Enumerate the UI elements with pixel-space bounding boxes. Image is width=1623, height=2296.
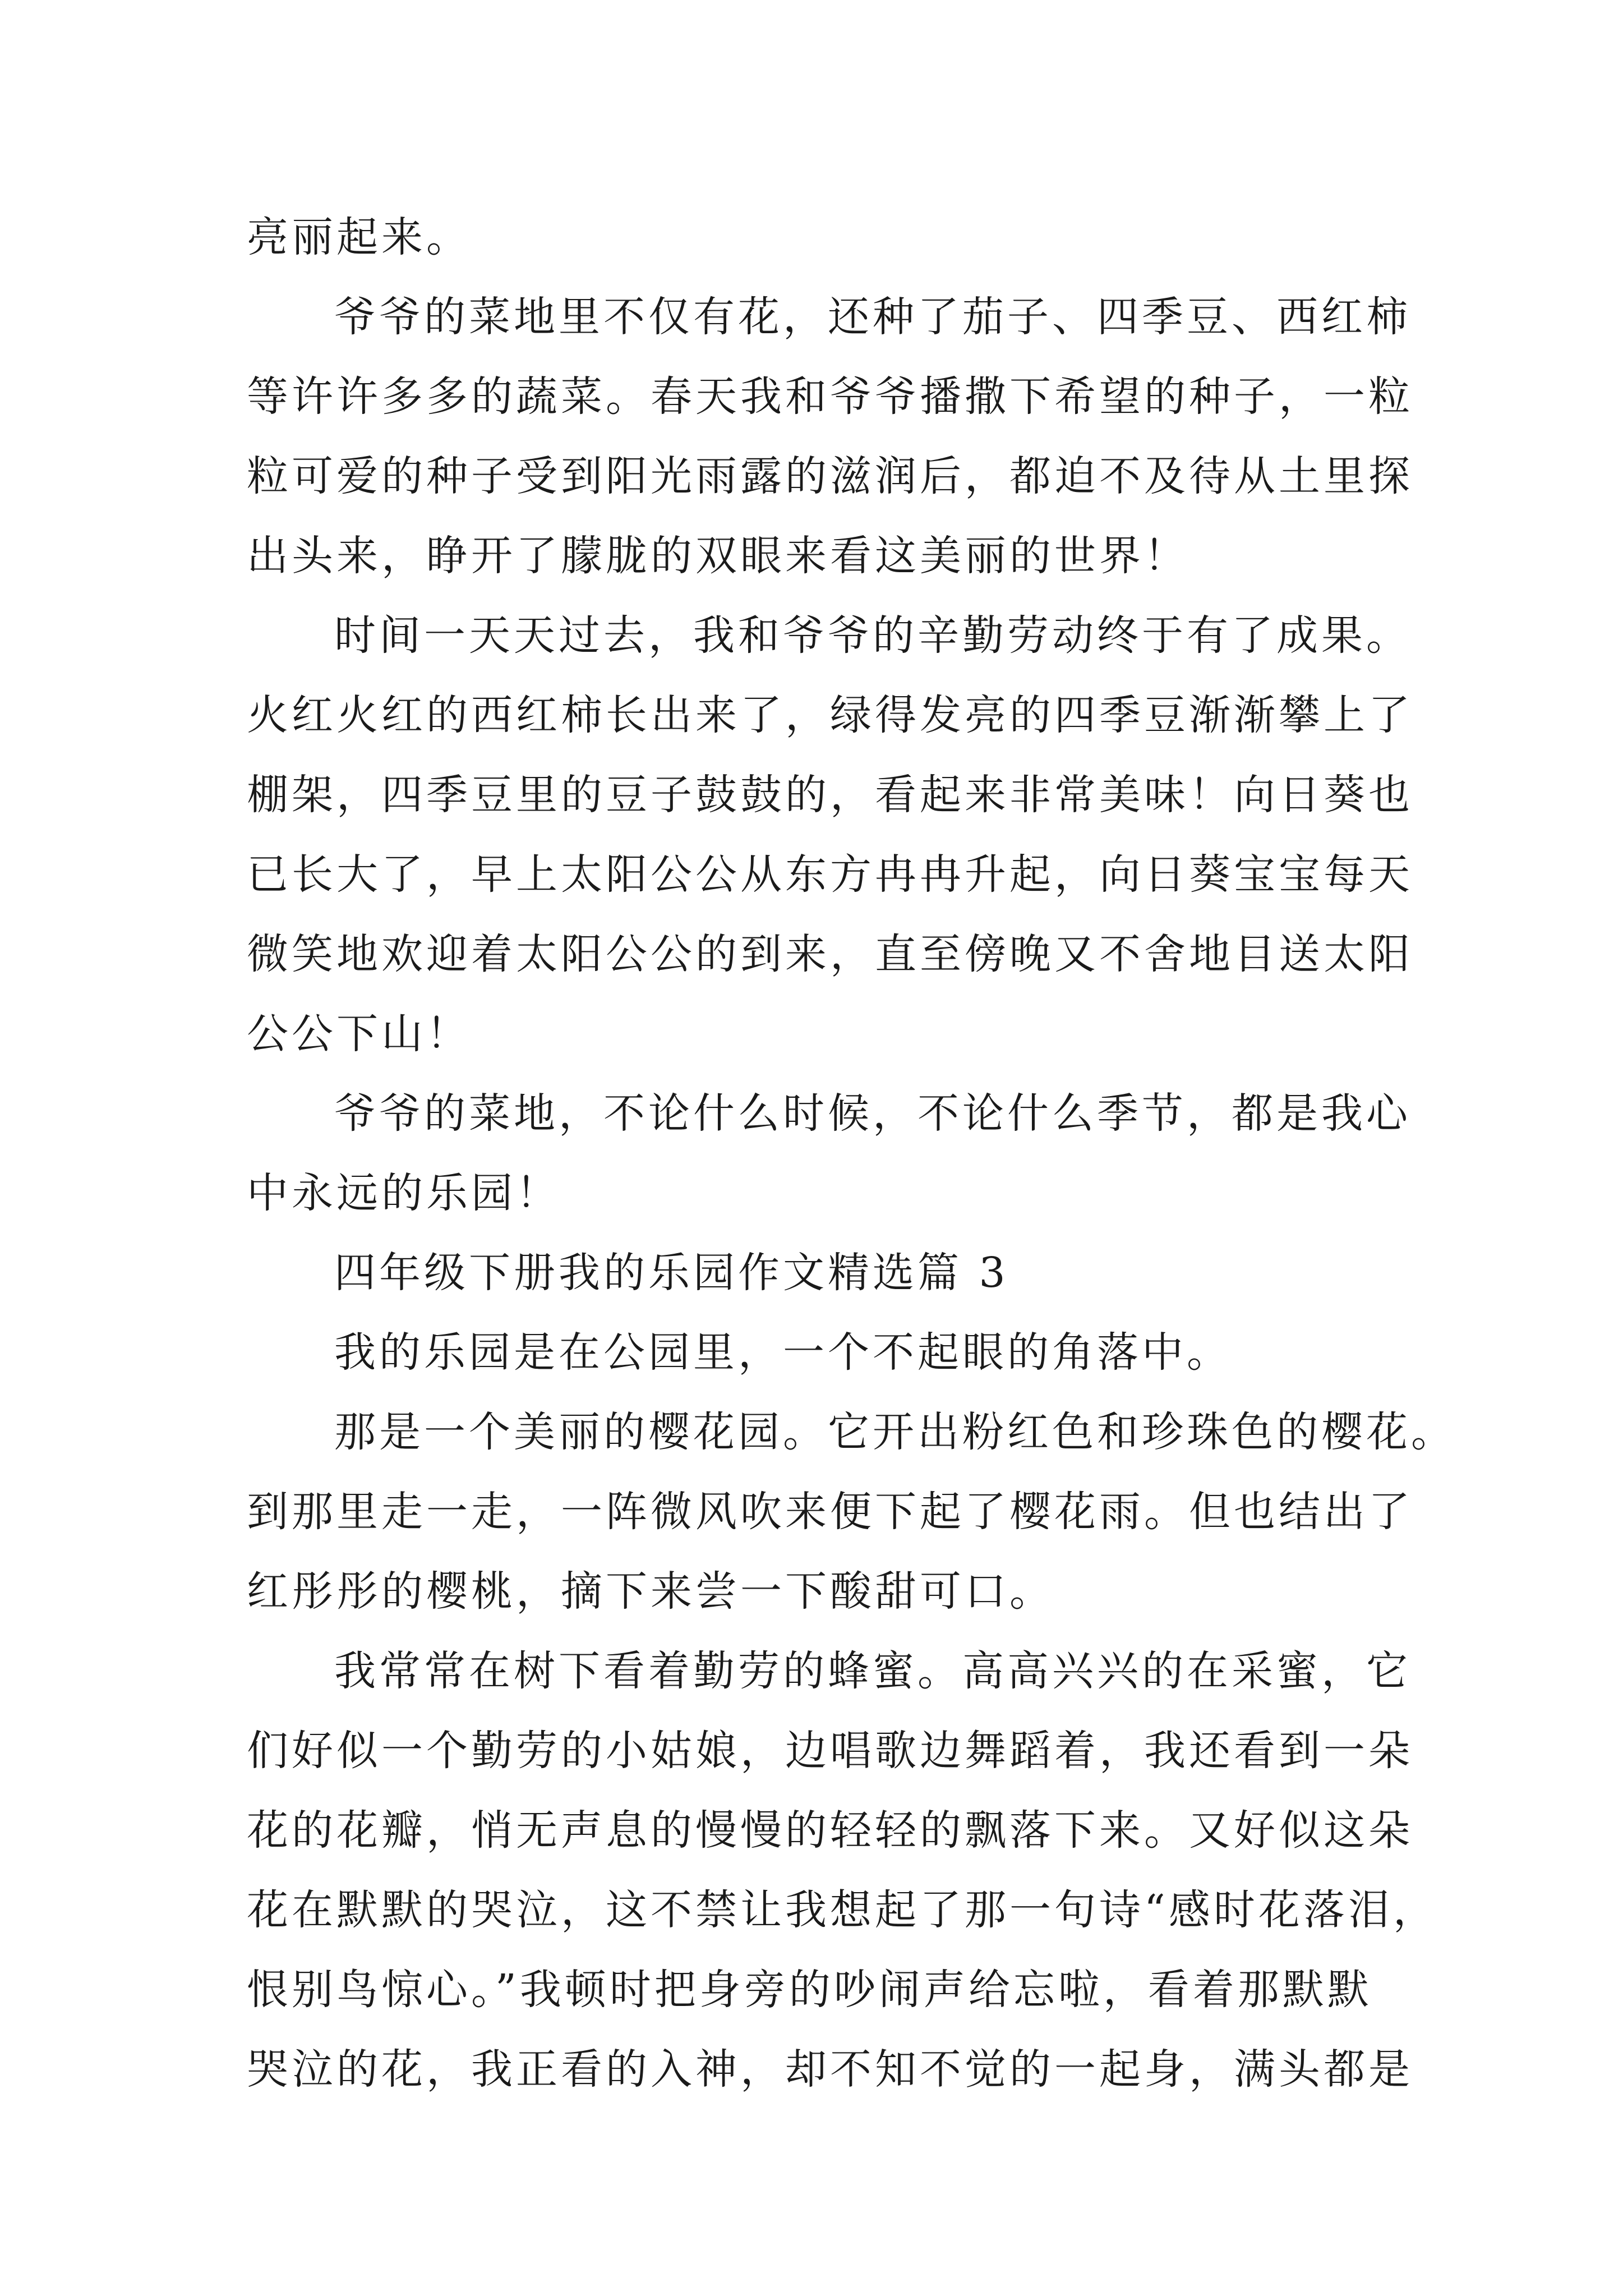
text-line: 时间一天天过去，我和爷爷的辛勤劳动终于有了成果。 [334, 611, 1411, 660]
text-line: 爷爷的菜地，不论什么时候，不论什么季节，都是我心 [334, 1089, 1411, 1138]
text-line: 爷爷的菜地里不仅有花，还种了茄子、四季豆、西红柿 [334, 293, 1411, 341]
text-line: 哭泣的花，我正看的入神，却不知不觉的一起身，满头都是 [247, 2045, 1413, 2093]
text-line: 中永远的乐园！ [247, 1169, 561, 1217]
text-line: 我常常在树下看着勤劳的蜂蜜。高高兴兴的在采蜜，它 [334, 1647, 1411, 1695]
text-line: 到那里走一走，一阵微风吹来便下起了樱花雨。但也结出了 [247, 1488, 1413, 1536]
text-line: 已长大了，早上太阳公公从东方冉冉升起，向日葵宝宝每天 [247, 850, 1413, 899]
text-line: 亮丽起来。 [247, 213, 471, 261]
text-line: 那是一个美丽的樱花园。它开出粉红色和珍珠色的樱花。 [334, 1408, 1456, 1456]
text-line: 出头来，睁开了朦胧的双眼来看这美丽的世界！ [247, 532, 1189, 580]
text-line: 花的花瓣，悄无声息的慢慢的轻轻的飘落下来。又好似这朵 [247, 1806, 1413, 1855]
document-body [247, 197, 1456, 2109]
text-line: 棚架，四季豆里的豆子鼓鼓的，看起来非常美味！向日葵也 [247, 771, 1413, 819]
text-line: 红彤彤的樱桃，摘下来尝一下酸甜可口。 [247, 1567, 1054, 1616]
text-line: 公公下山！ [247, 1010, 471, 1058]
text-line: 微笑地欢迎着太阳公公的到来，直至傍晚又不舍地目送太阳 [247, 930, 1413, 978]
text-line: 等许许多多的蔬菜。春天我和爷爷播撒下希望的种子，一粒 [247, 372, 1413, 421]
text-line: 们好似一个勤劳的小姑娘，边唱歌边舞蹈着，我还看到一朵 [247, 1727, 1413, 1775]
text-line: 恨别鸟惊心。”我顿时把身旁的吵闹声给忘啦，看着那默默 [247, 1966, 1372, 2014]
text-line: 火红火红的西红柿长出来了，绿得发亮的四季豆渐渐攀上了 [247, 691, 1413, 739]
text-line: 花在默默的哭泣，这不禁让我想起了那一句诗“感时花落泪， [247, 1886, 1438, 1934]
text-line: 我的乐园是在公园里，一个不起眼的角落中。 [334, 1328, 1232, 1377]
text-line: 粒可爱的种子受到阳光雨露的滋润后，都迫不及待从土里探 [247, 452, 1413, 500]
text-line: 四年级下册我的乐园作文精选篇 3 [334, 1249, 1009, 1297]
